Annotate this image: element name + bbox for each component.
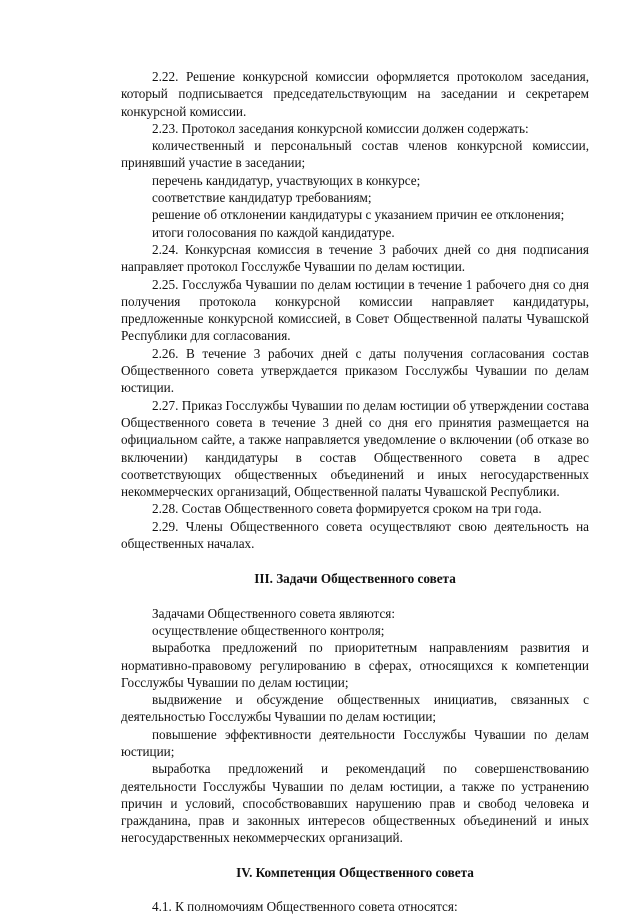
section-3-intro: Задачами Общественного совета являются: [152, 605, 396, 621]
paragraph-2-26: 2.26. В течение 3 рабочих дней с даты получения согласования состав Общественного совета утверждается приказом Госслужбы Чувашии по делам юстиции. [121, 345, 589, 396]
section-3-heading: III. Задачи Общественного совета [254, 571, 456, 587]
task-efficiency: повышение эффективности деятельности Госслужбы Чувашии по делам юстиции; [121, 726, 589, 759]
paragraph-2-24: 2.24. Конкурсная комиссия в течение 3 рабочих дней со дня подписания направляет протокол Госслужбе Чувашии по делам юстиции. [121, 241, 589, 275]
paragraph-4-1: 4.1. К полномочиям Общественного совета относятся: [152, 899, 458, 915]
section-4-heading: IV. Компетенция Общественного совета [236, 864, 474, 880]
list-item-composition: количественный и персональный состав членов конкурсной комиссии, принявший участие в заседании; [121, 138, 589, 171]
list-item-voting: итоги голосования по каждой кандидатуре. [152, 224, 395, 240]
task-proposals: выработка предложений по приоритетным направлениям развития и нормативно-правовому регулированию в сферах, относящихся к компетенции Госслужбы Чувашии по делам юстиции; [121, 640, 589, 690]
paragraph-2-28: 2.28. Состав Общественного совета формируется сроком на три года. [152, 501, 542, 517]
list-item-candidates: перечень кандидатур, участвующих в конкурсе; [152, 172, 421, 188]
paragraph-2-23: 2.23. Протокол заседания конкурсной комиссии должен содержать: [152, 120, 529, 136]
paragraph-2-29: 2.29. Члены Общественного совета осуществляют свою деятельность на общественных началах. [121, 518, 589, 552]
list-item-requirements: соответствие кандидатур требованиям; [152, 190, 372, 206]
paragraph-2-27: 2.27. Приказ Госслужбы Чувашии по делам юстиции об утверждении состава Общественного совета в течение 3 дней со дня его принятия размещается на официальном сайте, а также направляется уведомление о включении (об отказе во включении) кандидатуры в состав Общественного совета в адрес соответствующих общественных объединений и иных негосударственных некоммерческих организаций, Общественной палаты Чувашской Республики. [121, 397, 589, 500]
task-initiatives: выдвижение и обсуждение общественных инициатив, связанных с деятельностью Госслужбы Чувашии по делам юстиции; [121, 692, 589, 725]
task-recommendations: выработка предложений и рекомендаций по совершенствованию деятельности Госслужбы Чувашии по делам юстиции, а также по устранению причин и условий, способствовавших нарушению прав и свобод человека и гражданина, прав и законных интересов общественных объединений и иных негосударственных некоммерческих организаций. [121, 761, 589, 846]
paragraph-2-22: 2.22. Решение конкурсной комиссии оформляется протоколом заседания, который подписывается председательствующим на заседании и секретарем конкурсной комиссии. [121, 69, 589, 119]
list-item-rejection: решение об отклонении кандидатуры с указанием причин ее отклонения; [152, 207, 565, 223]
document-body [121, 68, 589, 915]
paragraph-2-25: 2.25. Госслужба Чувашии по делам юстиции в течение 1 рабочего дня со дня получения протокола конкурсной комиссии направляет кандидатуры, предложенные конкурсной комиссией, в Совет Общественной палаты Чувашской Республики для согласования. [121, 276, 589, 344]
task-public-control: осуществление общественного контроля; [152, 622, 385, 638]
